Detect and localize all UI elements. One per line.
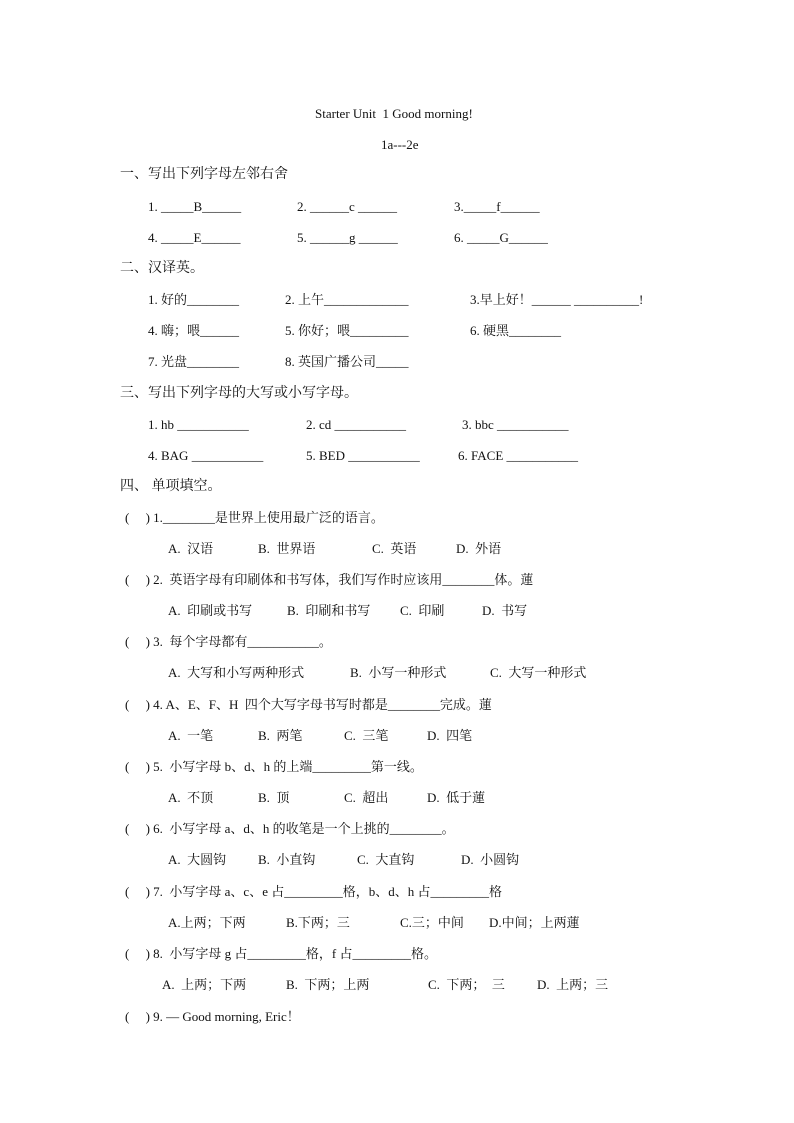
- section-heading: 二、汉译英。: [120, 261, 204, 276]
- question-option: A.上两；下两: [168, 915, 246, 930]
- exercise-item: 2. cd ___________: [306, 417, 407, 432]
- question-option: B. 小直钩: [258, 852, 316, 867]
- question-option: A. 汉语: [168, 541, 214, 556]
- exercise-item: 4. BAG ___________: [148, 448, 264, 463]
- question-option: C. 印刷: [400, 603, 445, 618]
- exercise-item: 4. 嗨；喂______: [148, 323, 240, 338]
- section-heading: 三、写出下列字母的大写或小写字母。: [120, 386, 358, 401]
- question-option: C. 英语: [372, 541, 417, 556]
- question-option: D. 上两；三: [537, 977, 609, 992]
- question-option: D. 书写: [482, 603, 528, 618]
- question-option: B. 两笔: [258, 728, 303, 743]
- question-option: A. 一笔: [168, 728, 214, 743]
- question-stem: ( ) 6. 小写字母 a、d、h 的收笔是一个上挑的________。: [125, 821, 455, 836]
- exercise-item: 1. _____B______: [148, 199, 242, 214]
- question-stem: ( ) 9. — Good morning, Eric！: [125, 1009, 300, 1024]
- question-option: B.下两；三: [286, 915, 350, 930]
- question-option: B. 顶: [258, 790, 290, 805]
- question-option: C. 大写一种形式: [490, 665, 587, 680]
- question-stem: ( ) 4. A、E、F、H 四个大写字母书写时都是________完成。蓮: [125, 697, 492, 712]
- exercise-item: 6. FACE ___________: [458, 448, 579, 463]
- question-stem: ( ) 5. 小写字母 b、d、h 的上端_________第一线。: [125, 759, 423, 774]
- question-option: C. 超出: [344, 790, 389, 805]
- question-option: A. 大写和小写两种形式: [168, 665, 305, 680]
- exercise-item: 1. hb ___________: [148, 417, 249, 432]
- question-option: B. 世界语: [258, 541, 316, 556]
- exercise-item: 4. _____E______: [148, 230, 241, 245]
- section-heading: 四、 单项填空。: [120, 479, 222, 494]
- question-option: D. 小圆钩: [461, 852, 520, 867]
- exercise-item: 2. 上午_____________: [285, 292, 409, 307]
- exercise-item: 5. ______g ______: [297, 230, 398, 245]
- question-stem: ( ) 3. 每个字母都有___________。: [125, 634, 332, 649]
- question-option: A. 不顶: [168, 790, 214, 805]
- question-option: A. 大圆钩: [168, 852, 227, 867]
- exercise-item: 3. bbc ___________: [462, 417, 569, 432]
- exercise-item: 1. 好的________: [148, 292, 240, 307]
- question-option: D. 四笔: [427, 728, 473, 743]
- question-option: C. 下两； 三: [428, 977, 505, 992]
- question-option: C. 三笔: [344, 728, 389, 743]
- question-option: C. 大直钩: [357, 852, 415, 867]
- page-subtitle: 1a---2e: [381, 137, 419, 152]
- exercise-item: 8. 英国广播公司_____: [285, 354, 409, 369]
- exercise-item: 5. BED ___________: [306, 448, 420, 463]
- question-option: B. 下两；上两: [286, 977, 370, 992]
- question-stem: ( ) 8. 小写字母 g 占_________格，f 占_________格。: [125, 946, 437, 961]
- exercise-item: 3.早上好！______ __________!: [470, 292, 644, 307]
- exercise-item: 7. 光盘________: [148, 354, 240, 369]
- question-option: A. 上两；下两: [162, 977, 247, 992]
- exercise-item: 5. 你好；喂_________: [285, 323, 409, 338]
- exercise-item: 6. 硬黑________: [470, 323, 562, 338]
- question-option: B. 印刷和书写: [287, 603, 371, 618]
- page-title: Starter Unit 1 Good morning!: [315, 106, 473, 121]
- question-option: A. 印刷或书写: [168, 603, 253, 618]
- section-heading: 一、写出下列字母左邻右舍: [120, 167, 288, 182]
- question-option: D. 外语: [456, 541, 502, 556]
- exercise-item: 2. ______c ______: [297, 199, 398, 214]
- question-stem: ( ) 7. 小写字母 a、c、e 占_________格，b、d、h 占_________格: [125, 884, 502, 899]
- question-stem: ( ) 2. 英语字母有印刷体和书写体，我们写作时应该用________体。蓮: [125, 572, 534, 587]
- exercise-item: 3._____f______: [454, 199, 540, 214]
- exercise-item: 6. _____G______: [454, 230, 548, 245]
- question-option: B. 小写一种形式: [350, 665, 447, 680]
- question-option: C.三；中间: [400, 915, 464, 930]
- question-stem: ( ) 1.________是世界上使用最广泛的语言。: [125, 510, 384, 525]
- question-option: D. 低于蓮: [427, 790, 486, 805]
- question-option: D.中间；上两蓮: [489, 915, 580, 930]
